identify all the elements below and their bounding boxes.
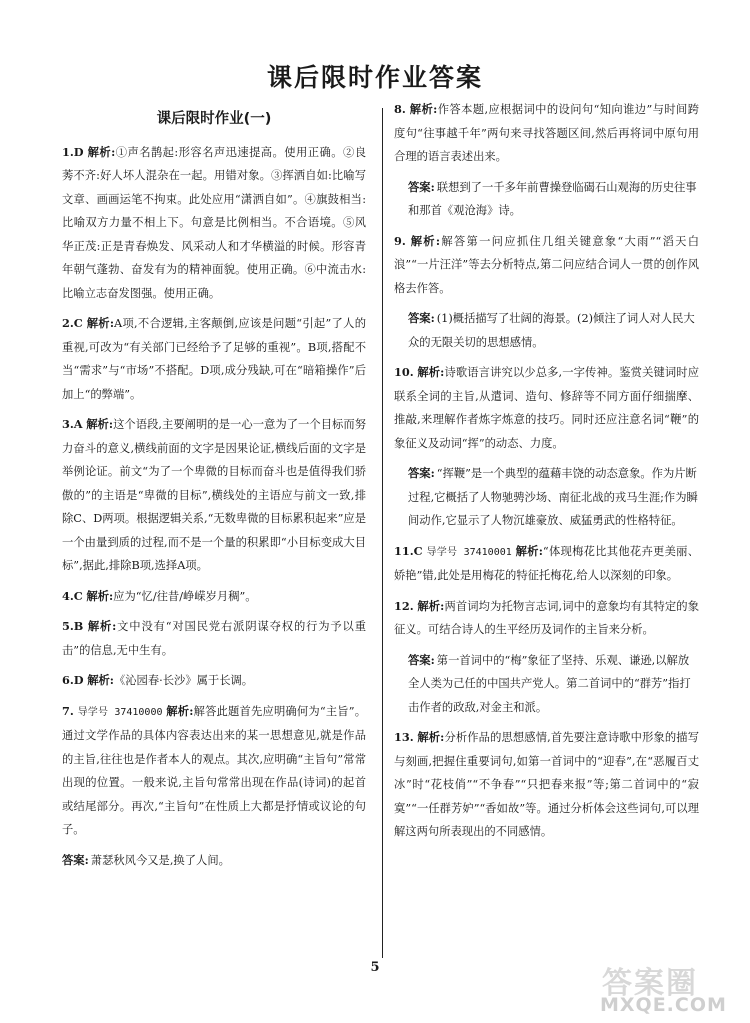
- answer-text: “挥鞭”是一个典型的蕴藉丰饶的动态意象。作为片断过程,它概括了人物驰骋沙场、南征北战的戎马生涯;作为瞬间动作,它显示了人物沉雄豪放、威猛勇武的性格特征。: [408, 467, 698, 527]
- answer-line: [394, 307, 699, 354]
- question-3: [62, 413, 366, 578]
- page-number: 5: [370, 960, 380, 975]
- question-number: 4.: [62, 588, 74, 603]
- question-4: [62, 585, 366, 609]
- answer-choice: D: [73, 144, 84, 159]
- answer-choice: C: [73, 588, 83, 603]
- analysis-label: 解析:: [166, 703, 194, 718]
- analysis-text: 分析作品的思想感情,首先要注意诗歌中形象的描写与刻画,把握住重要词句,如第一首词中的“迎春”,在“恶履百丈冰”时“花枝俏”“不争春”“只把春来报”等;第二首词中的“寂寞”“一任群芳妒”“香如故”等。通过分析体会这些词句,可以理解这两句所表现出的不同感情。: [394, 731, 699, 838]
- question-number: 1.: [62, 144, 74, 159]
- analysis-text: 作答本题,应根据词中的设问句“知向谁边”与时间跨度句“往事越千年”两句来寻找答题区间,然后再将词中原句用合理的语言表述出来。: [394, 103, 699, 163]
- question-7: [62, 700, 366, 842]
- question-number: 3.: [62, 417, 74, 431]
- analysis-text: 文中没有“对国民党右派阴谋夺权的行为予以重击”的信息,无中生有。: [62, 620, 367, 657]
- analysis-text: 这个语段,主要阐明的是一心一意为了一个目标而努力奋斗的意义,横线前面的文字是因果论证,横线后面的文字是举例论证。前文“为了一个卑微的目标而奋斗也是值得我们骄傲的”的主语是“卑微的目标”,横线处的主语应与前文一致,排除C、D两项。根据逻辑关系,“无数卑微的目标累积起来”应是一个由量到质的过程,而不是一个量的积累即“小目标变成大目标”,据此,排除B项,选择A项。: [62, 418, 367, 572]
- watermark-main-text: 答案圈: [602, 966, 698, 1001]
- question-10: [394, 361, 699, 455]
- answer-label: 答案:: [408, 311, 435, 325]
- answer-choice: C: [413, 543, 423, 558]
- question-number: 10.: [394, 365, 414, 379]
- question-12: [394, 595, 699, 642]
- answer-label: 答案:: [62, 852, 89, 867]
- analysis-label: 解析:: [87, 619, 117, 633]
- right-column: [394, 98, 699, 851]
- analysis-text: 应为“忆/往昔/峥嵘岁月稠”。: [113, 589, 257, 603]
- question-2: [62, 312, 366, 406]
- answer-label: 答案:: [408, 466, 435, 480]
- guide-code: 导学号 37410000: [77, 706, 163, 718]
- answer-label: 答案:: [408, 652, 435, 667]
- analysis-label: 解析:: [86, 588, 114, 603]
- answer-label: 答案:: [408, 179, 435, 194]
- question-number: 11.: [394, 543, 414, 558]
- page-title: 课后限时作业答案: [266, 63, 483, 92]
- answer-choice: B: [73, 619, 84, 633]
- question-5: [62, 615, 366, 662]
- answer-choice: A: [73, 417, 83, 431]
- analysis-label: 解析:: [417, 598, 445, 613]
- question-number: 5.: [62, 619, 74, 633]
- analysis-label: 解析:: [515, 543, 543, 558]
- section-title: 课后限时作业(一): [156, 111, 272, 127]
- answer-text: 联想到了一千多年前曹操登临碣石山观海的历史往事和那首《观沧海》诗。: [408, 180, 697, 217]
- question-6: [62, 669, 366, 693]
- answer-line: [394, 462, 699, 533]
- analysis-label: 解析:: [409, 102, 438, 116]
- analysis-label: 解析:: [86, 417, 114, 431]
- analysis-text: “体现梅花比其他花卉更美丽、娇艳”错,此处是用梅花的特征托梅花,给人以深刻的印象。: [394, 544, 700, 582]
- question-number: 13.: [394, 730, 414, 744]
- analysis-text: ①声名鹊起:形容名声迅速提高。使用正确。②良莠不齐:好人坏人混杂在一起。用错对象。③挥洒自如:比喻写文章、画画运笔不拘束。此处应用“潇洒自如”。④旗鼓相当:比喻双方力量不相上下。句意是比例相当。不合语境。⑤风华正茂:正是青春焕发、风采动人和才华横溢的时候。形容青年朝气蓬勃、奋发有为的精神面貌。使用正确。⑥中流击水:比喻立志奋发图强。使用正确。: [62, 145, 367, 300]
- analysis-label: 解析:: [87, 673, 114, 687]
- left-column: [62, 98, 366, 879]
- analysis-text: 《沁园春·长沙》属于长调。: [113, 674, 254, 687]
- analysis-label: 解析:: [417, 730, 445, 744]
- analysis-label: 解析:: [410, 233, 441, 248]
- analysis-label: 解析:: [417, 365, 445, 379]
- question-number: 2.: [62, 316, 74, 330]
- question-13: [394, 726, 699, 844]
- answer-choice: C: [73, 316, 83, 330]
- analysis-text: 解答第一问应抓住几组关键意象“大雨”“滔天白浪”“一片汪洋”等去分析特点,第二问应结合词人一贯的创作风格去作答。: [394, 234, 700, 295]
- analysis-text: 诗歌语言讲究以少总多,一字传神。鉴赏关键词时应联系全词的主旨,从遣词、造句、修辞等不同方面仔细揣摩、推敲,来理解作者炼字炼意的技巧。同时还应注意名词“鞭”的象征义及动词“挥”的动态、力度。: [394, 366, 699, 450]
- answer-line: [62, 849, 366, 873]
- watermark-url: MXQE.COM: [600, 994, 727, 1016]
- answer-text: (1)概括描写了壮阔的海景。(2)倾注了词人对人民大众的无限关切的思想感情。: [408, 312, 695, 349]
- question-number: 7.: [62, 703, 74, 718]
- question-9: [394, 230, 699, 301]
- question-number: 8.: [394, 102, 406, 116]
- column-divider: [382, 108, 383, 958]
- question-number: 12.: [394, 598, 414, 613]
- analysis-text: A项,不合逻辑,主客颠倒,应该是问题“引起”了人的重视,可改为“有关部门已经给予了足够的重视”。B项,搭配不当“需求”与“市场”不搭配。D项,成分残缺,可在“暗箱操作”后加上“的弊端”。: [62, 317, 367, 401]
- question-number: 6.: [62, 673, 74, 687]
- question-1: [62, 141, 366, 306]
- analysis-label: 解析:: [86, 316, 115, 330]
- answer-choice: D: [73, 673, 84, 687]
- answer-line: [394, 176, 699, 223]
- answer-line: [394, 649, 699, 720]
- question-8: [394, 98, 699, 169]
- guide-code: 导学号 37410001: [426, 546, 512, 558]
- question-number: 9.: [394, 233, 406, 248]
- answer-text: 萧瑟秋风今又是,换了人间。: [90, 853, 230, 867]
- question-11: [394, 540, 699, 588]
- analysis-label: 解析:: [87, 144, 116, 159]
- answer-text: 第一首词中的“梅”象征了坚持、乐观、谦逊,以解放全人类为己任的中国共产党人。第二首词中的“群芳”指打击作者的政敌,对金主和派。: [408, 653, 691, 714]
- analysis-text: 解答此题首先应明确何为“主旨”。通过文学作品的具体内容表达出来的某一思想意见,就是作品的主旨,往往也是作者本人的观点。其次,应明确“主旨句”常常出现的位置。一般来说,主旨句常常出现在作品(诗词)的起首或结尾部分。再次,“主旨句”在性质上大都是抒情或议论的句子。: [62, 704, 367, 836]
- analysis-text: 两首词均为托物言志词,词中的意象均有其特定的象征义。可结合诗人的生平经历及词作的主旨来分析。: [394, 599, 699, 636]
- watermark-logo: [596, 958, 736, 1018]
